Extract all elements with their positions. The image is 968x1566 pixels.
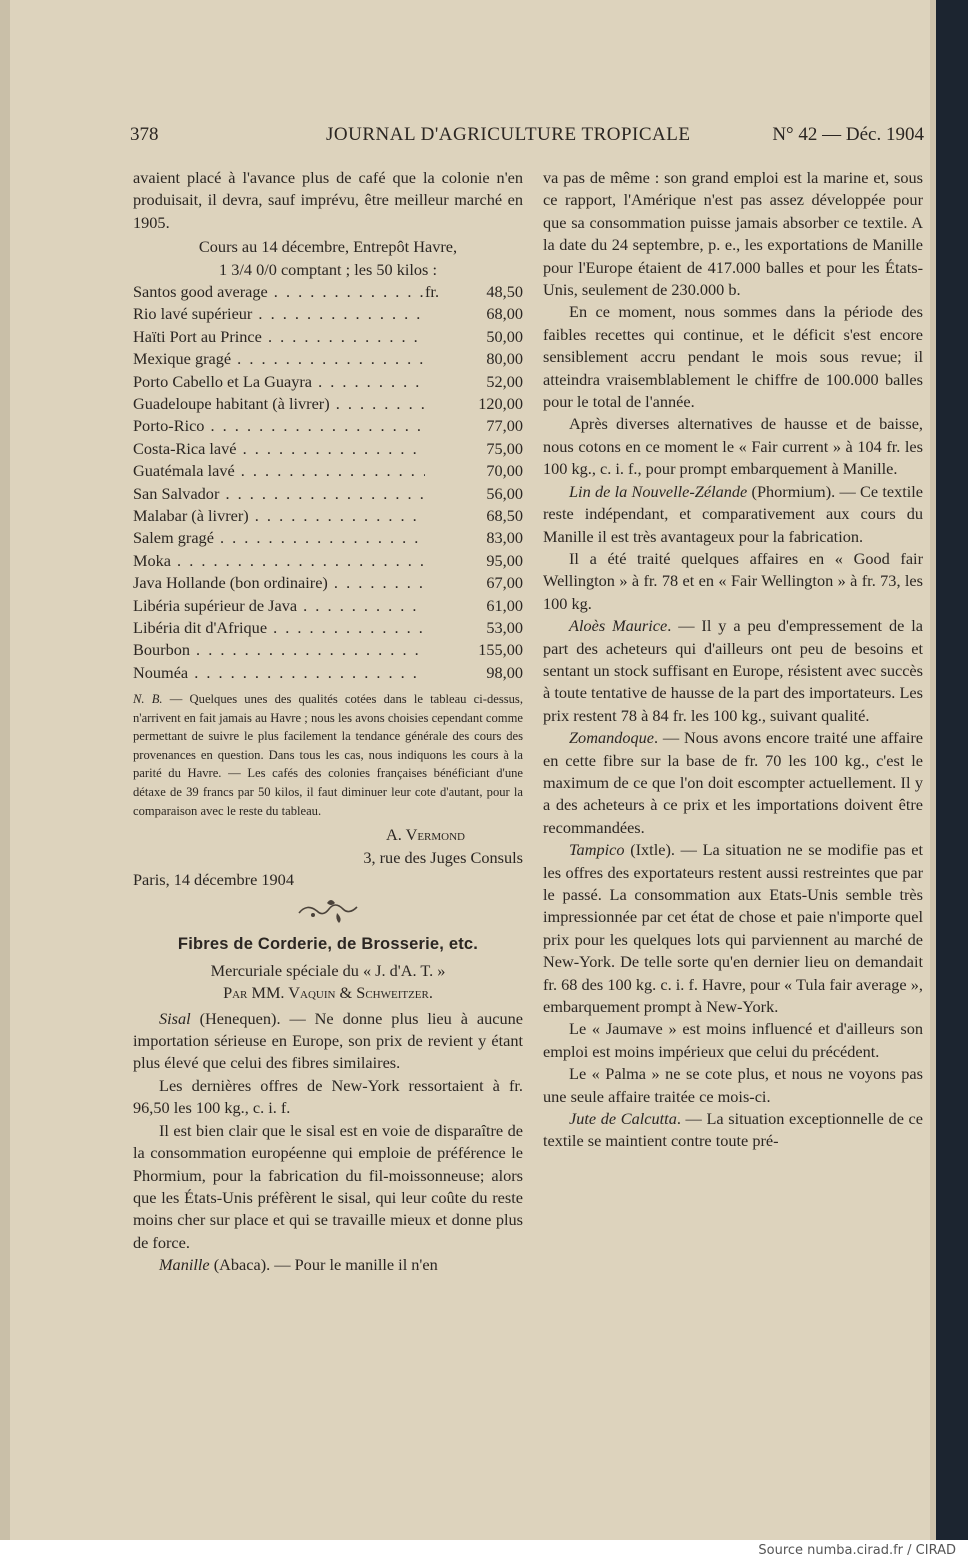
price-value: 83,00 (486, 528, 523, 548)
intro-paragraph: avaient placé à l'avance plus de café que la colonie n'en produisait, il devra, sauf imprévu, être meilleur marché en 1905. (133, 168, 523, 232)
price-unit (425, 303, 465, 325)
price-label: Java Hollande (bon ordinaire) . . . (133, 572, 425, 594)
price-row (133, 371, 523, 393)
price-label: Santos good average . . . (133, 281, 425, 303)
price-row (133, 527, 523, 549)
price-row (133, 572, 523, 594)
price-unit (425, 527, 465, 549)
price-row (133, 303, 523, 325)
price-label: Nouméa . . . (133, 662, 425, 684)
left-column (133, 167, 523, 1277)
price-value: 120,00 (478, 393, 523, 413)
price-value: 80,00 (486, 349, 523, 369)
price-row (133, 617, 523, 639)
price-unit: fr. (425, 282, 440, 302)
jute-paragraph: Jute de Calcutta. — La situation exceptionnelle de ce textile se maintient contre toute pré- (543, 1109, 924, 1151)
price-unit (425, 595, 465, 617)
periode-paragraph: En ce moment, nous sommes dans la période des faibles recettes qui continue, et le déficit s'est encore sensiblement accru pendant le mois sous revue; il atteindra vraisemblablement le chiffre de 100.000 balles pour le total de l'année. (543, 302, 923, 412)
tampico-paragraph: Tampico (Ixtle). — La situation ne se modifie pas et les offres des exportateurs restent aussi restreintes que par le passé. La consommation aux Etats-Unis semble très impressionnée par cet état de chose et paie n'importe quel prix pour les quelques lots qui parviennent au marché de New-York. De telle sorte qu'en dernier lieu on demandait fr. 68 des 100 kg. c. i. f. Havre, pour « Tula fair average », embarquement prompt à New-York. (543, 840, 923, 1017)
price-value: 56,00 (486, 483, 523, 503)
price-row (133, 483, 523, 505)
hausse-paragraph: Après diverses alternatives de hausse et de baisse, nous cotons en ce moment le « Fair current » à 104 fr. les 100 kg., c. i. f., pour prompt embarquement à Manille. (543, 414, 923, 479)
lin-paragraph: Lin de la Nouvelle-Zélande (Phormium). — Ce textile reste indépendant, et comparativement aux cours du Manille il est très avantageux pour la fabrication. (543, 481, 924, 546)
price-label: Moka . . . (133, 550, 425, 572)
price-unit (425, 639, 465, 661)
price-row (133, 662, 523, 684)
price-unit (425, 617, 465, 639)
issue-date: N° 42 — Déc. 1904 (772, 124, 924, 145)
price-value: 70,00 (486, 461, 523, 481)
journal-title: JOURNAL D'AGRICULTURE TROPICALE (326, 124, 691, 145)
aloes-paragraph: Aloès Maurice. — Il y a peu d'empressement de la part des acheteurs qui d'ailleurs ont peu de besoins et sentant un stock suffisant en Europe, résistent avec succès à toute tentative de hausse de la part des importateurs. Les prix restent 78 à 84 fr. les 100 kg., suivant qualité. (543, 616, 924, 725)
price-row (133, 460, 523, 482)
price-row (133, 438, 523, 460)
price-row (133, 281, 523, 303)
price-row (133, 326, 523, 348)
price-label: Costa-Rica lavé . . . (133, 438, 425, 460)
price-unit (425, 662, 465, 684)
tampico-label: Tampico (569, 840, 625, 860)
price-value: 50,00 (486, 326, 523, 346)
price-row (133, 550, 523, 572)
price-value: 53,00 (486, 617, 523, 637)
zomandoque-label: Zomandoque (569, 728, 655, 748)
manille-paragraph: Manille (Abaca). — Pour le manille il n'en (159, 1255, 438, 1275)
price-label: Porto Cabello et La Guayra . . . (133, 371, 425, 393)
price-value: 98,00 (486, 662, 523, 682)
price-row (133, 415, 523, 437)
price-row (133, 348, 523, 370)
price-value: 48,50 (486, 282, 523, 302)
price-label: Guatémala lavé . . . (133, 460, 425, 482)
sisal-paragraph: Sisal (Henequen). — Ne donne plus lieu à aucune importation sérieuse en Europe, son prix de revient y étant plus élevé que celui des fibres similaires. (133, 1008, 523, 1073)
price-unit (425, 326, 465, 348)
price-unit (425, 550, 465, 572)
price-unit (425, 393, 465, 415)
price-label: Malabar (à livrer) . . . (133, 505, 425, 527)
price-unit (425, 460, 465, 482)
price-unit (425, 505, 465, 527)
price-unit (425, 438, 465, 460)
price-unit (425, 483, 465, 505)
price-row (133, 595, 523, 617)
price-unit (425, 572, 465, 594)
book-spine (936, 0, 968, 1540)
section-title: Fibres de Corderie, de Brosserie, etc. (177, 935, 479, 954)
sisal-label: Sisal (159, 1008, 191, 1028)
manille-label: Manille (159, 1255, 210, 1275)
price-value: 68,00 (486, 304, 523, 324)
nb-text: — Quelques unes des qualités cotées dans le tableau ci-dessus, n'arrivent en fait jamais au Havre ; nous les avons choisies cependant comme permettant de suivre le plus facilement la tendance générale des cours des provenances en question. Dans tous les cas, nous indiquons les cours à la parité du Havre. — Les cafés des colonies françaises bénéficiant d'une détaxe de 39 francs par 50 kilos, il faut diminuer leur cote d'autant, pour la comparaison avec le reste du tableau. (133, 692, 523, 818)
price-value: 75,00 (486, 438, 523, 458)
price-label: San Salvador . . . (133, 483, 425, 505)
running-header (130, 124, 924, 150)
price-row (133, 505, 523, 527)
price-label: Salem gragé . . . (133, 527, 425, 549)
price-label: Bourbon . . . (133, 639, 425, 661)
jute-label: Jute de Calcutta (569, 1109, 677, 1129)
authors-line: Par MM. Vaquin & Schweitzer. (223, 983, 433, 1003)
source-credit: Source numba.cirad.fr / CIRAD (758, 1543, 956, 1558)
price-label: Rio lavé supérieur . . . (133, 303, 425, 325)
price-value: 77,00 (486, 416, 523, 436)
price-label: Libéria supérieur de Java . . . (133, 595, 425, 617)
price-value: 155,00 (478, 640, 523, 660)
price-value: 68,50 (486, 505, 523, 525)
page-edge (0, 0, 10, 1540)
price-value: 52,00 (486, 371, 523, 391)
cours-subheading: 1 3/4 0/0 comptant ; les 50 kilos : (219, 259, 437, 279)
sisal-disparition-paragraph: Il est bien clair que le sisal est en voie de disparaître de la consommation européenne qui emploie de préférence le Phormium, pour la fabrication du fil-moissonneuse; alors que les États-Unis préfèrent le sisal, qui leur coûte du reste moins cher sur place et qui se travaille mieux et donne plus de force. (133, 1120, 523, 1252)
dateline: Paris, 14 décembre 1904 (133, 870, 294, 890)
right-column (543, 167, 923, 1153)
wellington-paragraph: Il a été traité quelques affaires en « Good fair Wellington » à fr. 78 et en « Fair Wellington » à fr. 73, les 100 kg. (543, 548, 923, 613)
page-number: 378 (130, 124, 159, 145)
fleuron-icon (293, 895, 363, 925)
signature-name: A. Vermond (385, 825, 465, 845)
manille-continued: va pas de même : son grand emploi est la marine et, sous ce rapport, l'Amérique n'est pas assez développée pour que sa consommation puisse jamais absorber ce textile. A la date du 24 septembre, p. e., les exportations de Manille pour l'Europe étaient de 417.000 balles et pour les États-Unis, seulement de 230.000 b. (543, 168, 923, 300)
price-row (133, 639, 523, 661)
price-label: Haïti Port au Prince . . . (133, 326, 425, 348)
nb-label: N. B. (133, 692, 163, 707)
mercuriale-subtitle: Mercuriale spéciale du « J. d'A. T. » (210, 960, 446, 980)
price-unit (425, 415, 465, 437)
nb-note (133, 690, 523, 820)
price-value: 95,00 (486, 550, 523, 570)
cours-heading: Cours au 14 décembre, Entrepôt Havre, (198, 237, 458, 257)
price-row (133, 393, 523, 415)
price-unit (425, 371, 465, 393)
price-value: 67,00 (486, 573, 523, 593)
signature-address: 3, rue des Juges Consuls (363, 847, 523, 867)
newyork-paragraph: Les dernières offres de New-York ressortaient à fr. 96,50 les 100 kg., c. i. f. (133, 1075, 523, 1118)
coffee-price-table (133, 281, 523, 684)
zomandoque-paragraph: Zomandoque. — Nous avons encore traité une affaire en cette fibre sur la base de fr. 70 les 100 kg., c'est le maximum de ce que l'on doit escompter actuellement. Il y a des acheteurs à ce prix et les importations doivent être recommandées. (543, 728, 923, 837)
price-unit (425, 348, 465, 370)
ornament-divider (133, 895, 523, 931)
price-label: Libéria dit d'Afrique . . . (133, 617, 425, 639)
price-label: Mexique gragé . . . (133, 348, 425, 370)
price-value: 61,00 (486, 595, 523, 615)
price-label: Porto-Rico . . . (133, 415, 425, 437)
jaumave-paragraph: Le « Jaumave » est moins influencé et d'ailleurs son emploi est moins impérieux que celui du précédent. (543, 1019, 923, 1061)
lin-label: Lin de la Nouvelle-Zélande (569, 481, 748, 501)
palma-paragraph: Le « Palma » ne se cote plus, et nous ne voyons pas une seule affaire traitée ce mois-ci. (543, 1064, 923, 1106)
price-label: Guadeloupe habitant (à livrer) . . . (133, 393, 425, 415)
aloes-label: Aloès Maurice (569, 616, 668, 636)
